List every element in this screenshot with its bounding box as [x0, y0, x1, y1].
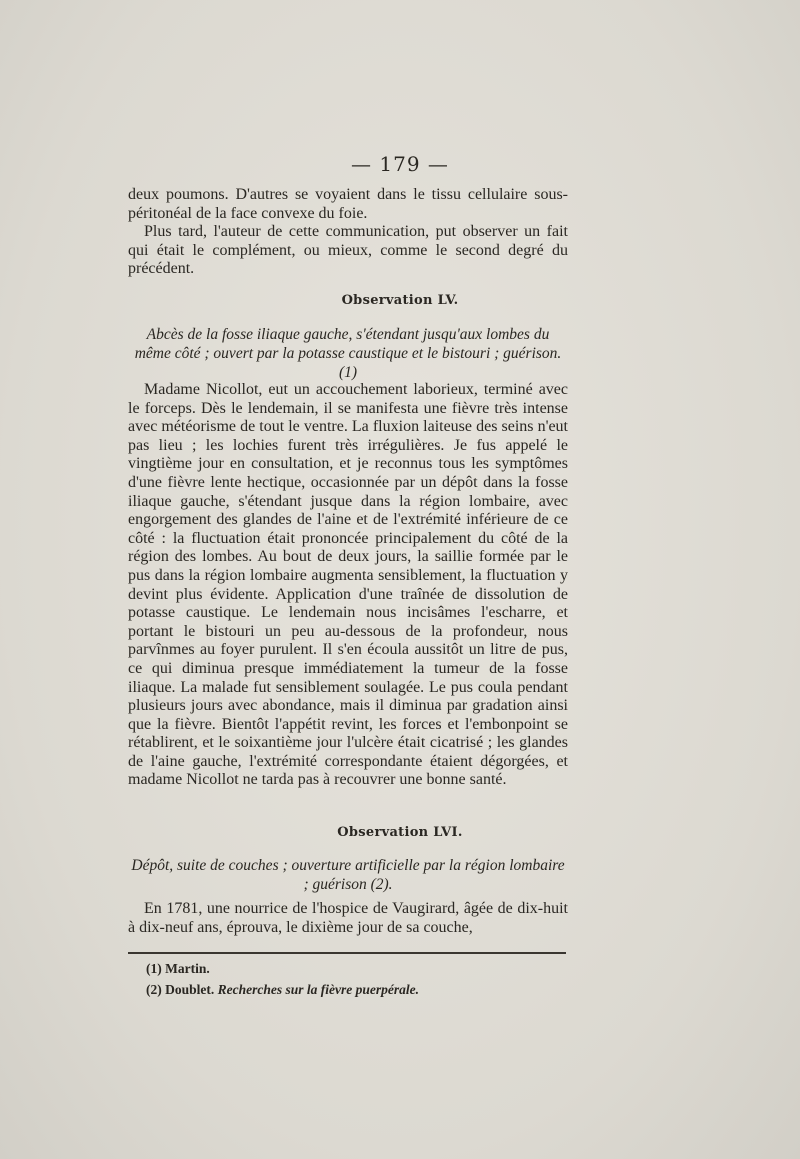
footnote-2-author: (2) Doublet.	[146, 982, 215, 997]
intro-section	[128, 186, 568, 279]
observation-55-title-block	[128, 325, 568, 382]
observation-55-heading: Observation LV.	[341, 293, 459, 308]
footnote-1: (1) Martin.	[146, 961, 210, 976]
observation-55-body-block	[128, 381, 568, 790]
observation-56-body-block	[128, 900, 568, 937]
observation-56-title-block	[128, 856, 568, 894]
footnote-2	[146, 982, 419, 998]
page-number: — 179 —	[351, 152, 449, 176]
observation-56-heading: Observation LVI.	[337, 825, 463, 840]
observation-56-body: En 1781, une nourrice de l'hospice de Vaugirard, âgée de dix-huit à dix-neuf ans, éprouva, le dixième jour de sa couche,	[128, 900, 568, 936]
intro-paragraph-2: Plus tard, l'auteur de cette communication, put observer un fait qui était le complément, ou mieux, comme le second degré du précédent.	[128, 223, 568, 278]
footnote-2-title: Recherches sur la fièvre puerpérale.	[217, 982, 419, 997]
intro-paragraph-1: deux poumons. D'autres se voyaient dans le tissu cellulaire sous-péritonéal de la face convexe du foie.	[128, 186, 568, 222]
observation-55-body: Madame Nicollot, eut un accouchement laborieux, terminé avec le forceps. Dès le lendemain, il se manifesta une fièvre très intense avec météorisme de tout le ventre. La fluxion laiteuse des seins n'eut pas lieu ; les lochies furent très irrégulières. Je fus appelé le vingtième jour en consultation, et je reconnus tous les symptômes d'une fièvre lente hectique, occasionnée par un dépôt dans la fosse iliaque gauche, s'étendant jusque dans la région lombaire, avec engorgement des glandes de l'aine et de l'extrémité inférieure de ce côté : la fluctuation était prononcée principalement du côté de la région des lombes. Au bout de deux jours, la saillie formée par le pus dans la région lombaire augmenta sensiblement, la fluctuation y devint plus évidente. Application d'une traînée de dissolution de potasse caustique. Le lendemain nous incisâmes l'escharre, et portant le bistouri un peu au-dessous de la profondeur, nous parvînmes au foyer purulent. Il s'en écoula aussitôt un litre de pus, ce qui diminua presque immédiatement la tumeur de la fosse iliaque. La malade fut sensiblement soulagée. Le pus coula pendant plusieurs jours avec abondance, mais il diminua par gradation ainsi que la fièvre. Bientôt l'appétit revint, les forces et l'embonpoint se rétablirent, et le soixantième jour l'ulcère était cicatrisé ; les glandes de l'aine gauche, l'extrémité correspondante étaient dégorgées, et madame Nicollot ne tarda pas à recouvrer une bonne santé.	[128, 381, 568, 789]
observation-56-title: Dépôt, suite de couches ; ouverture artificielle par la région lombaire ; guérison (2).	[131, 857, 565, 893]
footnote-rule	[128, 952, 566, 954]
observation-55-title: Abcès de la fosse iliaque gauche, s'étendant jusqu'aux lombes du même côté ; ouvert par la potasse caustique et le bistouri ; guérison. (1)	[134, 326, 562, 381]
